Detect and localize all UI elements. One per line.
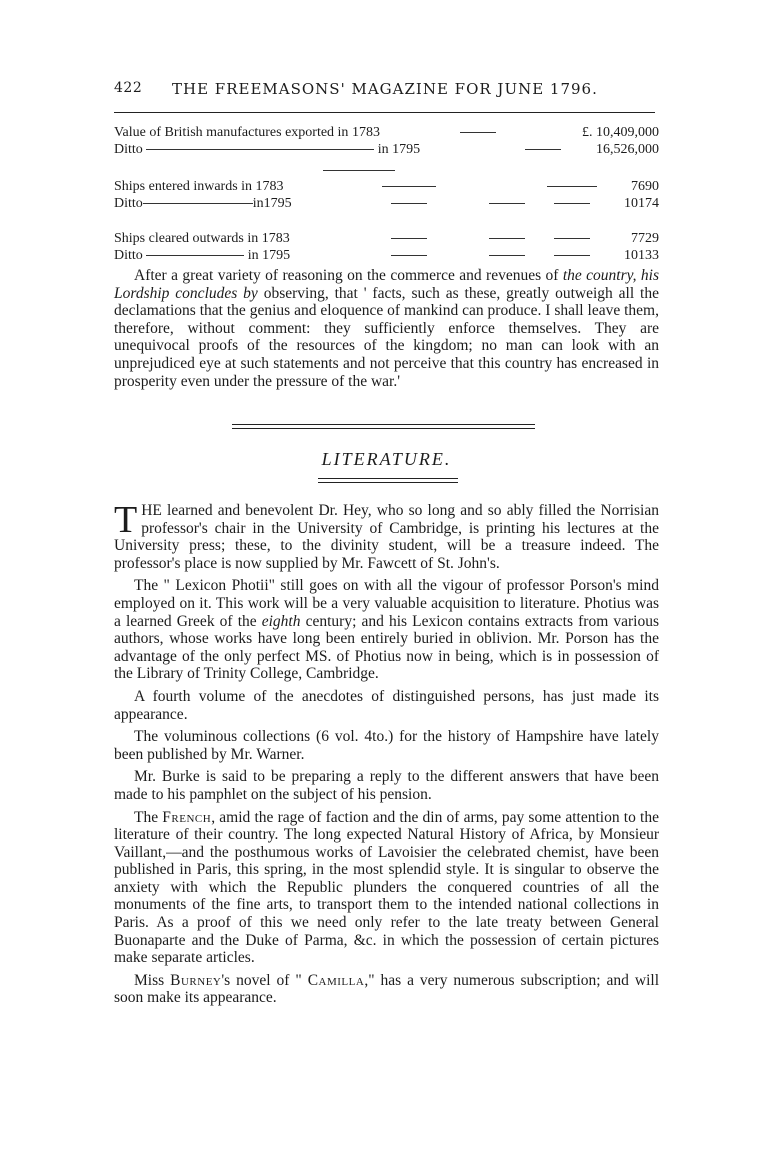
table-row	[114, 178, 659, 195]
row-year: in 1795	[247, 248, 291, 263]
ships-outwards-table	[114, 230, 659, 264]
row-value: 16,526,000	[596, 142, 659, 157]
row-value: 7729	[631, 231, 659, 246]
leader-rule	[146, 255, 244, 256]
row-year: in1795	[252, 196, 292, 211]
ships-inwards-table	[114, 178, 659, 212]
paragraph: After a great variety of reasoning on the commerce and revenues of the country, his Lordship concludes by observing, that ' facts, such as these, greatly outweigh all the declamations that the genius and eloquence of mankind can produce. I shall leave them, therefore, without comment: they sufficiently enforce themselves. They are unequivocal proofs of the resources of the kingdom; no man can look with an unprejudiced eye at such statements and not perceive that this country has encreased in prosperity even under the pressure of the war.'	[114, 267, 659, 390]
row-label: Ditto	[114, 196, 143, 211]
table-row	[114, 195, 659, 212]
row-label: Ships entered inwards in	[114, 179, 253, 194]
page-number: 422	[114, 80, 143, 96]
literature-body	[114, 499, 660, 1007]
section-title: LITERATURE.	[321, 449, 452, 469]
row-label: Ditto	[114, 248, 143, 263]
row-year: in 1795	[377, 142, 421, 157]
dash-rule	[460, 132, 496, 133]
dash-rule	[554, 238, 590, 239]
row-value: 10133	[624, 248, 659, 263]
paragraph: THE learned and benevolent Dr. Hey, who so long and so ably filled the Norrisian professor's chair in the University of Cambridge, is printing his lectures at the University press; these, to the divinity student, will be a treasure indeed. The professor's place is now supplied by Mr. Fawcett of St. John's.	[114, 499, 659, 572]
row-label: Value of British manufactures exported in	[114, 125, 349, 140]
title-underline	[318, 478, 458, 483]
paragraph: The " Lexicon Photii" still goes on with all the vigour of professor Porson's mind employed on it. This work will be a very valuable acquisition to literature. Photius was a learned Greek of the eighth century; and his Lexicon contains extracts from various authors, whose works have long been entirely buried in oblivion. Mr. Porson has the advantage of the only perfect MS. of Photius now in being, which is in possession of the Library of Trinity College, Cambridge.	[114, 577, 659, 683]
paragraph: Miss Burney's novel of " Camilla," has a very numerous subscription; and will soon make its appearance.	[114, 971, 660, 1007]
dash-rule	[554, 255, 590, 256]
paragraph: A fourth volume of the anecdotes of distinguished persons, has just made its appearance.	[114, 687, 659, 723]
italic-text: eighth	[261, 612, 301, 630]
small-caps-text: Camilla	[307, 971, 365, 989]
commerce-conclusion	[114, 267, 659, 390]
table-row	[114, 124, 659, 141]
dash-rule	[391, 255, 427, 256]
dash-rule	[489, 238, 525, 239]
paragraph: The French, amid the rage of faction and the din of arms, pay some attention to the literature of their country. The long expected Natural History of Africa, by Monsieur Vaillant,—and the posthumous works of Lavoisier the celebrated chemist, have been published in Paris, this spring, in the most splendid style. It is singular to observe the anxiety with which the Republic plunders the conquered countries of all the monuments of the fine arts, to transport them to the intended national collections in Paris. As a proof of this we need only refer to the late treaty between General Buonaparte and the Duke of Parma, &c. in which the possession of certain pictures make separate articles.	[114, 808, 659, 967]
small-caps-text: Burney	[170, 971, 222, 989]
section-divider	[232, 424, 535, 429]
row-label: Ships cleared outwards in	[114, 231, 259, 246]
header-rule	[114, 112, 655, 113]
row-year: 1783	[261, 231, 290, 246]
separator-rule	[323, 170, 395, 171]
leader-rule	[146, 149, 374, 150]
table-row	[114, 230, 659, 247]
row-year: 1783	[351, 125, 380, 140]
italic-text: the country, his Lordship concludes by	[114, 267, 659, 302]
dash-rule	[554, 203, 590, 204]
row-year: 1783	[255, 179, 284, 194]
row-value: £. 10,409,000	[582, 125, 659, 140]
running-head: THE FREEMASONS' MAGAZINE FOR JUNE 1796.	[172, 80, 598, 98]
drop-cap: T	[114, 499, 138, 541]
manufactures-table	[114, 124, 659, 158]
dash-rule	[489, 255, 525, 256]
paragraph: Mr. Burke is said to be preparing a reply to the different answers that have been made to his pamphlet on the subject of his pension.	[114, 768, 659, 803]
dash-rule	[391, 238, 427, 239]
table-row	[114, 247, 659, 264]
dash-rule	[489, 203, 525, 204]
paragraph: The voluminous collections (6 vol. 4to.) for the history of Hampshire have lately been published by Mr. Warner.	[114, 728, 659, 763]
dash-rule	[525, 149, 561, 150]
row-value: 7690	[631, 179, 659, 194]
row-label: Ditto	[114, 142, 143, 157]
row-value: 10174	[624, 196, 659, 211]
page-header	[114, 80, 659, 102]
small-caps-text: French	[162, 808, 212, 826]
dash-rule	[382, 186, 436, 187]
dash-rule	[547, 186, 597, 187]
leader-rule	[143, 203, 253, 204]
table-row	[114, 141, 659, 158]
dash-rule	[391, 203, 427, 204]
